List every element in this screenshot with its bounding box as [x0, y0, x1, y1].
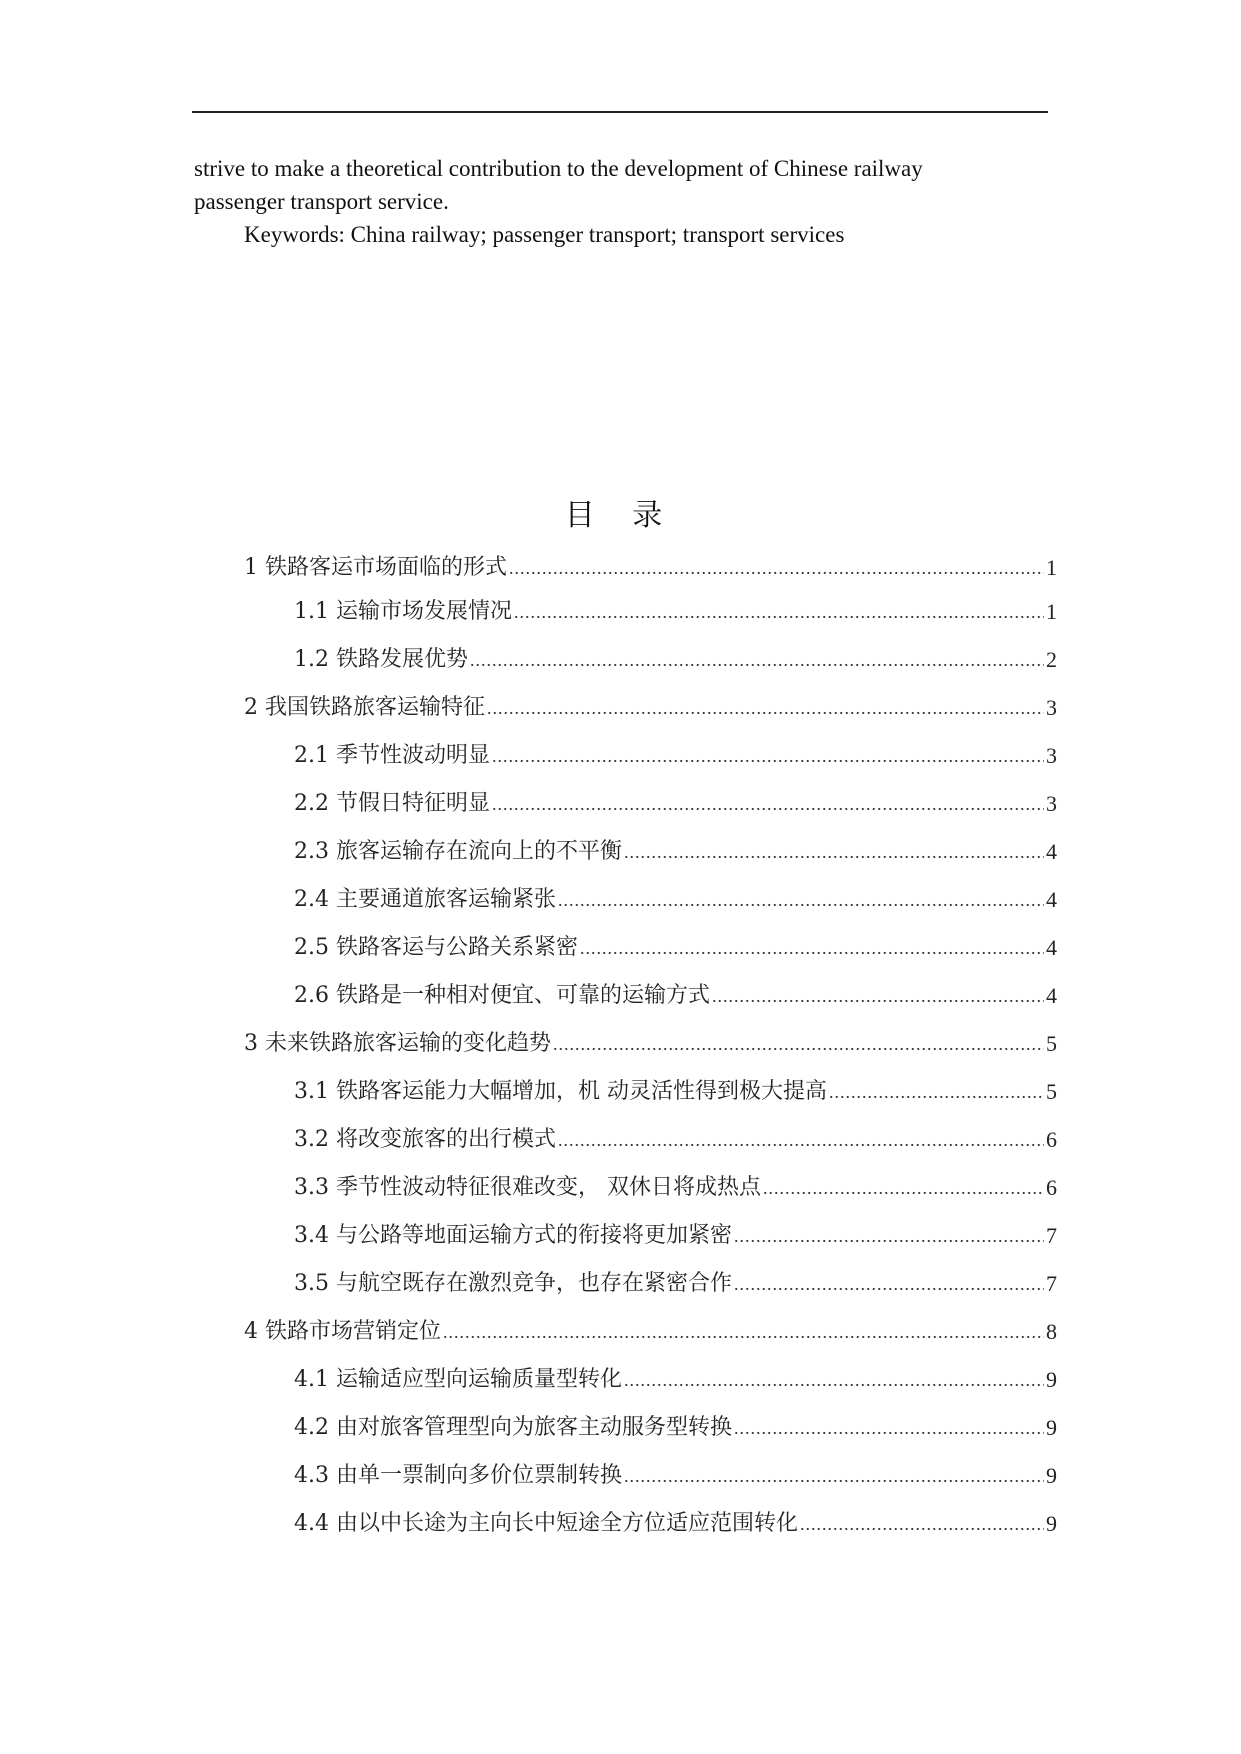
toc-page-number: 5	[1046, 1079, 1057, 1104]
toc-entry[interactable]	[294, 1505, 1057, 1537]
toc-dot-leader	[514, 593, 1044, 625]
toc-page-number: 9	[1046, 1511, 1057, 1536]
toc-entry-label: 4.3 由单一票制向多价位票制转换	[294, 1463, 622, 1488]
toc-dot-leader	[734, 1217, 1044, 1249]
toc-dot-leader	[734, 1265, 1044, 1297]
toc-entry-label: 4.1 运输适应型向运输质量型转化	[294, 1367, 622, 1392]
toc-entry[interactable]	[244, 689, 1057, 721]
toc-entry[interactable]	[294, 1265, 1057, 1297]
toc-entry[interactable]	[294, 1457, 1057, 1489]
toc-page-number: 1	[1046, 599, 1057, 624]
toc-entry-label: 2.6 铁路是一种相对便宜、可靠的运输方式	[294, 983, 710, 1008]
toc-entry-label: 2.1 季节性波动明显	[294, 743, 490, 768]
toc-entry[interactable]	[294, 1409, 1057, 1441]
toc-dot-leader	[558, 1121, 1044, 1153]
toc-entry-label: 2.2 节假日特征明显	[294, 791, 490, 816]
toc-page-number: 9	[1046, 1463, 1057, 1488]
toc-entry-label: 3.4 与公路等地面运输方式的衔接将更加紧密	[294, 1223, 732, 1248]
toc-entry[interactable]	[294, 833, 1057, 865]
toc-entry[interactable]	[244, 1313, 1057, 1345]
toc-page-number: 6	[1046, 1175, 1057, 1200]
toc-page-number: 4	[1046, 887, 1057, 912]
toc-entry-label: 2.3 旅客运输存在流向上的不平衡	[294, 839, 622, 864]
toc-dot-leader	[624, 1457, 1044, 1489]
toc-dot-leader	[492, 737, 1044, 769]
toc-dot-leader	[509, 549, 1044, 581]
toc-entry[interactable]	[294, 641, 1057, 673]
toc-page-number: 7	[1046, 1223, 1057, 1248]
toc-entry-label: 1.2 铁路发展优势	[294, 647, 468, 672]
toc-entry-label: 3.2 将改变旅客的出行模式	[294, 1127, 556, 1152]
toc-page-number: 3	[1046, 743, 1057, 768]
toc-dot-leader	[712, 977, 1044, 1009]
toc-entry[interactable]	[244, 549, 1057, 581]
toc-title: 目 录	[564, 498, 677, 533]
toc-dot-leader	[624, 833, 1044, 865]
toc-page-number: 1	[1046, 555, 1057, 580]
toc-page-number: 3	[1046, 695, 1057, 720]
abstract-line: passenger transport service.	[194, 189, 449, 214]
toc-page-number: 9	[1046, 1415, 1057, 1440]
toc-entry-label: 3.1 铁路客运能力大幅增加，机 动灵活性得到极大提高	[294, 1079, 827, 1104]
toc-page-number: 3	[1046, 791, 1057, 816]
abstract-continuation	[194, 152, 1054, 251]
toc-page-number: 6	[1046, 1127, 1057, 1152]
toc-entry-label: 1 铁路客运市场面临的形式	[244, 555, 507, 580]
toc-entry[interactable]	[294, 593, 1057, 625]
toc-page-number: 9	[1046, 1367, 1057, 1392]
toc-entry-label: 4.4 由以中长途为主向长中短途全方位适应范围转化	[294, 1511, 798, 1536]
toc-page-number: 7	[1046, 1271, 1057, 1296]
toc-page-number: 8	[1046, 1319, 1057, 1344]
toc-entry[interactable]	[294, 785, 1057, 817]
toc-dot-leader	[580, 929, 1044, 961]
toc-entry[interactable]	[294, 977, 1057, 1009]
toc-entry-label: 2.5 铁路客运与公路关系紧密	[294, 935, 578, 960]
toc-page-number: 2	[1046, 647, 1057, 672]
toc-entry[interactable]	[294, 929, 1057, 961]
toc-entry-label: 4.2 由对旅客管理型向为旅客主动服务型转换	[294, 1415, 732, 1440]
toc-entry[interactable]	[294, 737, 1057, 769]
toc-entry[interactable]	[294, 1217, 1057, 1249]
toc-page-number: 5	[1046, 1031, 1057, 1056]
toc-dot-leader	[558, 881, 1044, 913]
toc-entry-label: 2.4 主要通道旅客运输紧张	[294, 887, 556, 912]
toc-entry[interactable]	[294, 1073, 1057, 1105]
toc-entry-label: 3.3 季节性波动特征很难改变， 双休日将成热点	[294, 1175, 761, 1200]
toc-dot-leader	[470, 641, 1044, 673]
toc-dot-leader	[829, 1073, 1044, 1105]
toc-entry[interactable]	[294, 881, 1057, 913]
toc-dot-leader	[734, 1409, 1044, 1441]
toc-entry-label: 2 我国铁路旅客运输特征	[244, 695, 485, 720]
toc-dot-leader	[624, 1361, 1044, 1393]
toc-dot-leader	[553, 1025, 1044, 1057]
toc-dot-leader	[487, 689, 1044, 721]
toc-entry-label: 4 铁路市场营销定位	[244, 1319, 441, 1344]
keywords-line: Keywords: China railway; passenger transport; transport services	[244, 222, 845, 247]
toc-entry[interactable]	[294, 1169, 1057, 1201]
toc-page-number: 4	[1046, 839, 1057, 864]
toc-dot-leader	[763, 1169, 1044, 1201]
toc-entry[interactable]	[294, 1361, 1057, 1393]
toc-entry[interactable]	[294, 1121, 1057, 1153]
toc-dot-leader	[492, 785, 1044, 817]
header-rule	[192, 111, 1048, 113]
toc-dot-leader	[443, 1313, 1044, 1345]
toc-entry-label: 3.5 与航空既存在激烈竞争，也存在紧密合作	[294, 1271, 732, 1296]
toc-entry-label: 3 未来铁路旅客运输的变化趋势	[244, 1031, 551, 1056]
toc-page-number: 4	[1046, 983, 1057, 1008]
toc-dot-leader	[800, 1505, 1044, 1537]
abstract-line: strive to make a theoretical contribution to the development of Chinese railway	[194, 156, 923, 181]
toc-page-number: 4	[1046, 935, 1057, 960]
toc-entry[interactable]	[244, 1025, 1057, 1057]
toc-entry-label: 1.1 运输市场发展情况	[294, 599, 512, 624]
